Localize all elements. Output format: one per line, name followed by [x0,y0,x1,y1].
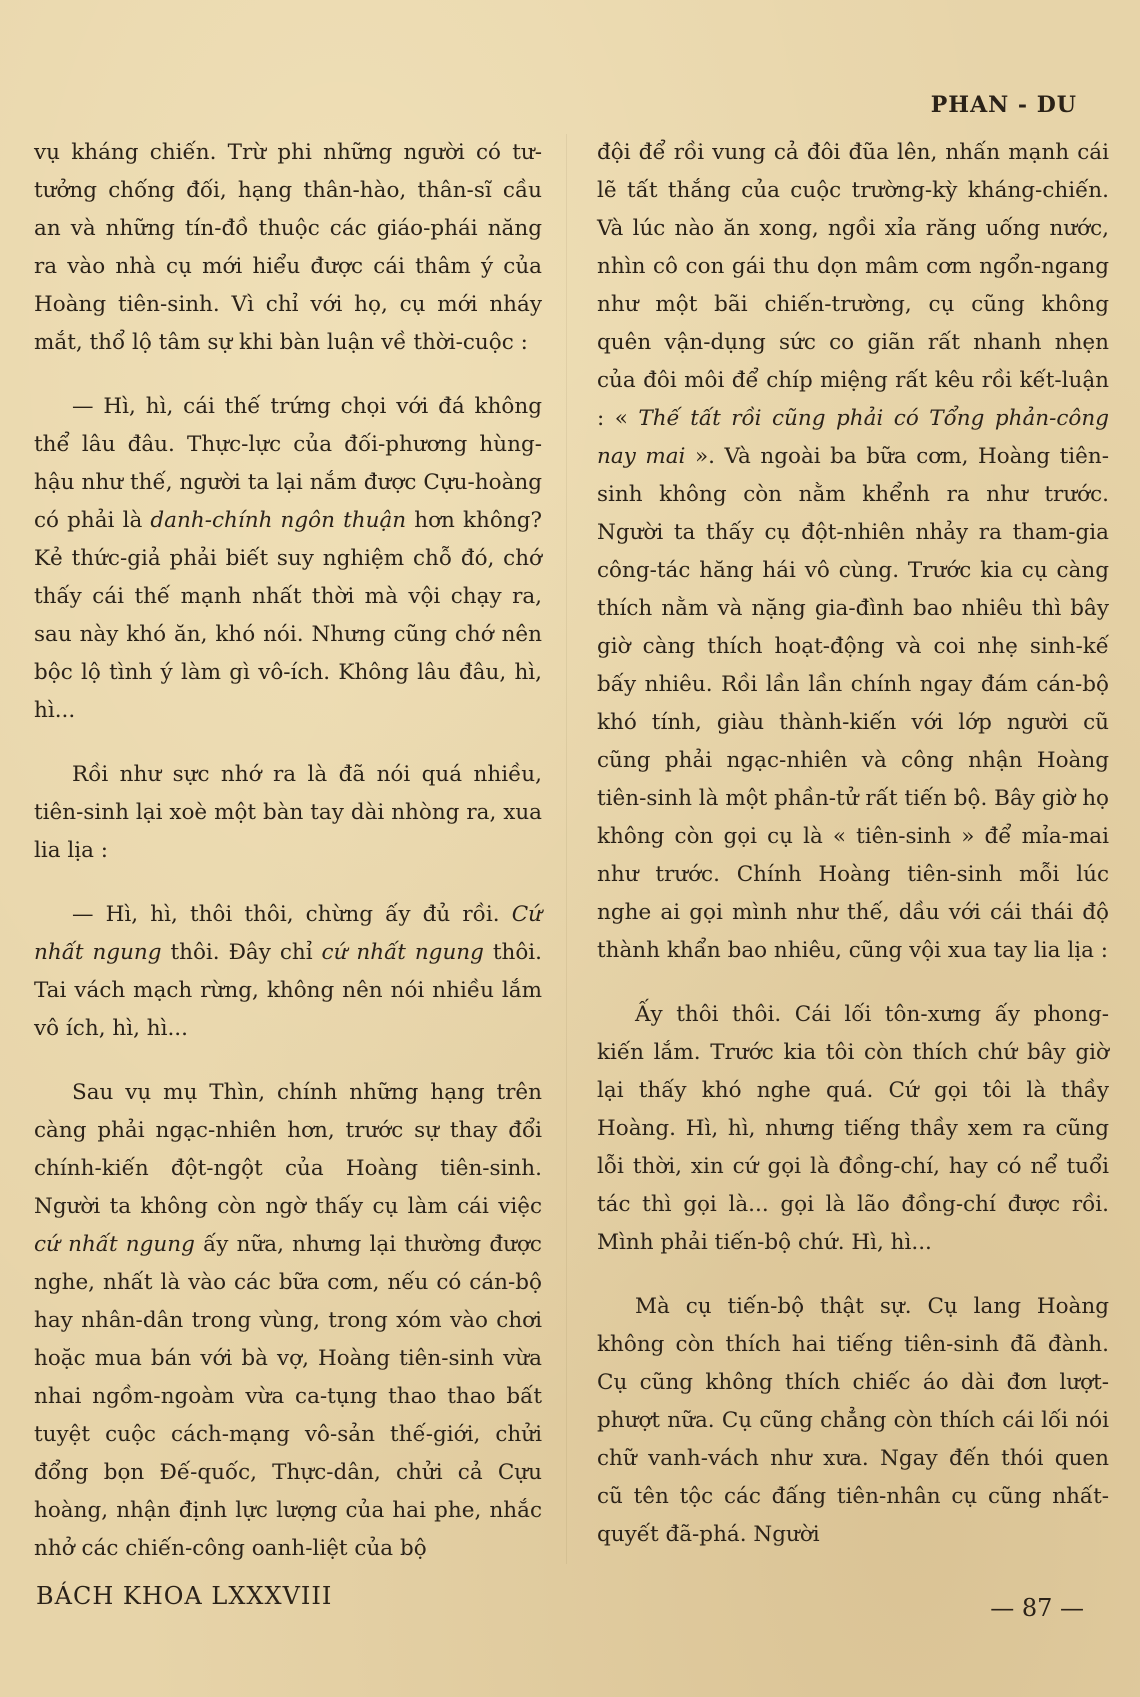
right-paragraph-3 [597,1288,1109,1554]
left-paragraph-1-text: vụ kháng chiến. Trừ phi những người có tư-tưởng chống đối, hạng thân-hào, thân-sĩ cầu an và những tín-đồ thuộc các giáo-phái năng ra vào nhà cụ mới hiểu được cái thâm ý của Hoàng tiên-sinh. Vì chỉ với họ, cụ mới nháy mắt, thổ lộ tâm sự khi bàn luận về thời-cuộc : [34,140,542,355]
right-paragraph-1-italic: Thế tất rồi cũng phải có Tổng phản-công nay mai [597,406,1109,469]
publication-footer: BÁCH KHOA LXXXVIII [36,1582,333,1610]
left-paragraph-4 [34,896,542,1048]
right-paragraph-3-text: Mà cụ tiến-bộ thật sự. Cụ lang Hoàng không còn thích hai tiếng tiên-sinh đã đành. Cụ cũng không thích chiếc áo dài đơn lượt-phượt nữa. Cụ cũng chẳng còn thích cái lối nói chữ vanh-vách như xưa. Ngay đến thói quen cũ tên tộc các đấng tiên-nhân cụ cũng nhất-quyết đã-phá. Người [597,1294,1109,1547]
right-paragraph-2-text: Ấy thôi thôi. Cái lối tôn-xưng ấy phong-kiến lắm. Trước kia tôi còn thích chứ bây giờ lại thấy khó nghe quá. Cứ gọi tôi là thầy Hoàng. Hì, hì, nhưng tiếng thầy xem ra cũng lỗi thời, xin cứ gọi là đồng-chí, hay có nể tuổi tác thì gọi là... gọi là lão đồng-chí được rồi. Mình phải tiến-bộ chứ. Hì, hì... [597,1002,1109,1255]
left-paragraph-4-text-a: — Hì, hì, thôi thôi, chừng ấy đủ rồi. [72,902,512,927]
left-paragraph-1 [34,134,542,362]
left-paragraph-5-italic: cứ nhất ngung [34,1232,195,1257]
left-paragraph-2-text-a: — Hì, hì, cái thế trứng chọi với đá không thể lâu đâu. Thực-lực của đối-phương hùng-hậu như thế, người ta lại nắm được Cựu-hoàng có phải là [34,394,542,533]
right-paragraph-2 [597,996,1109,1262]
left-paragraph-5-text-a: Sau vụ mụ Thìn, chính những hạng trên càng phải ngạc-nhiên hơn, trước sự thay đổi chính-kiến đột-ngột của Hoàng tiên-sinh. Người ta không còn ngờ thấy cụ làm cái việc [34,1080,542,1219]
left-paragraph-4-text-c: thôi. Tai vách mạch rừng, không nên nói nhiều lắm vô ích, hì, hì... [34,940,542,1041]
left-paragraph-5 [34,1074,542,1568]
page-number: — 87 — [990,1594,1084,1622]
right-paragraph-1-text-b: ». Và ngoài ba bữa cơm, Hoàng tiên-sinh không còn nằm khểnh ra như trước. Người ta thấy cụ đột-nhiên nhảy ra tham-gia công-tác hăng hái vô cùng. Trước kia cụ càng thích nằm và nặng gia-đình bao nhiêu thì bây giờ càng thích hoạt-động và coi nhẹ sinh-kế bấy nhiêu. Rồi lần lần chính ngay đám cán-bộ khó tính, giàu thành-kiến với lớp người cũ cũng phải ngạc-nhiên và công nhận Hoàng tiên-sinh là một phần-tử rất tiến bộ. Bây giờ họ không còn gọi cụ là « tiên-sinh » để mỉa-mai như trước. Chính Hoàng tiên-sinh mỗi lúc nghe ai gọi mình như thế, dầu với cái thái độ thành khẩn bao nhiêu, cũng vội xua tay lia lịa : [597,444,1109,963]
right-paragraph-1-text-a: đội để rồi vung cả đôi đũa lên, nhấn mạnh cái lẽ tất thắng của cuộc trường-kỳ kháng-chiến. Và lúc nào ăn xong, ngồi xỉa răng uống nước, nhìn cô con gái thu dọn mâm cơm ngổn-ngang như một bãi chiến-trường, cụ cũng không quên vận-dụng sức co giãn rất nhanh nhẹn của đôi môi để chíp miệng rất kêu rồi kết-luận : « [597,140,1109,431]
left-paragraph-2-italic: danh-chính ngôn thuận [150,508,407,533]
left-paragraph-4-italic-1: Cứ nhất ngung [34,902,542,965]
right-column [597,134,1109,1580]
left-column [34,134,542,1594]
left-paragraph-4-text-b: thôi. Đây chỉ [161,940,322,965]
column-gutter [566,134,567,1564]
left-paragraph-4-italic-2: cứ nhất ngung [321,940,484,965]
left-paragraph-2 [34,388,542,730]
left-paragraph-3-text: Rồi như sực nhớ ra là đã nói quá nhiều, tiên-sinh lại xoè một bàn tay dài nhòng ra, xua lia lịa : [34,762,542,863]
left-paragraph-5-text-b: ấy nữa, nhưng lại thường được nghe, nhất là vào các bữa cơm, nếu có cán-bộ hay nhân-dân trong vùng, trong xóm vào chơi hoặc mua bán với bà vợ, Hoàng tiên-sinh vừa nhai ngồm-ngoàm vừa ca-tụng thao thao bất tuyệt cuộc cách-mạng vô-sản thế-giới, chửi đổng bọn Đế-quốc, Thực-dân, chửi cả Cựu hoàng, nhận định lực lượng của hai phe, nhắc nhở các chiến-công oanh-liệt của bộ [34,1232,542,1561]
left-paragraph-2-text-b: hơn không? Kẻ thức-giả phải biết suy nghiệm chỗ đó, chớ thấy cái thế mạnh nhất thời mà vội chạy ra, sau này khó ăn, khó nói. Nhưng cũng chớ nên bộc lộ tình ý làm gì vô-ích. Không lâu đâu, hì, hì... [34,508,542,723]
right-paragraph-1 [597,134,1109,970]
left-paragraph-3 [34,756,542,870]
running-head: PHAN - DU [930,92,1077,118]
